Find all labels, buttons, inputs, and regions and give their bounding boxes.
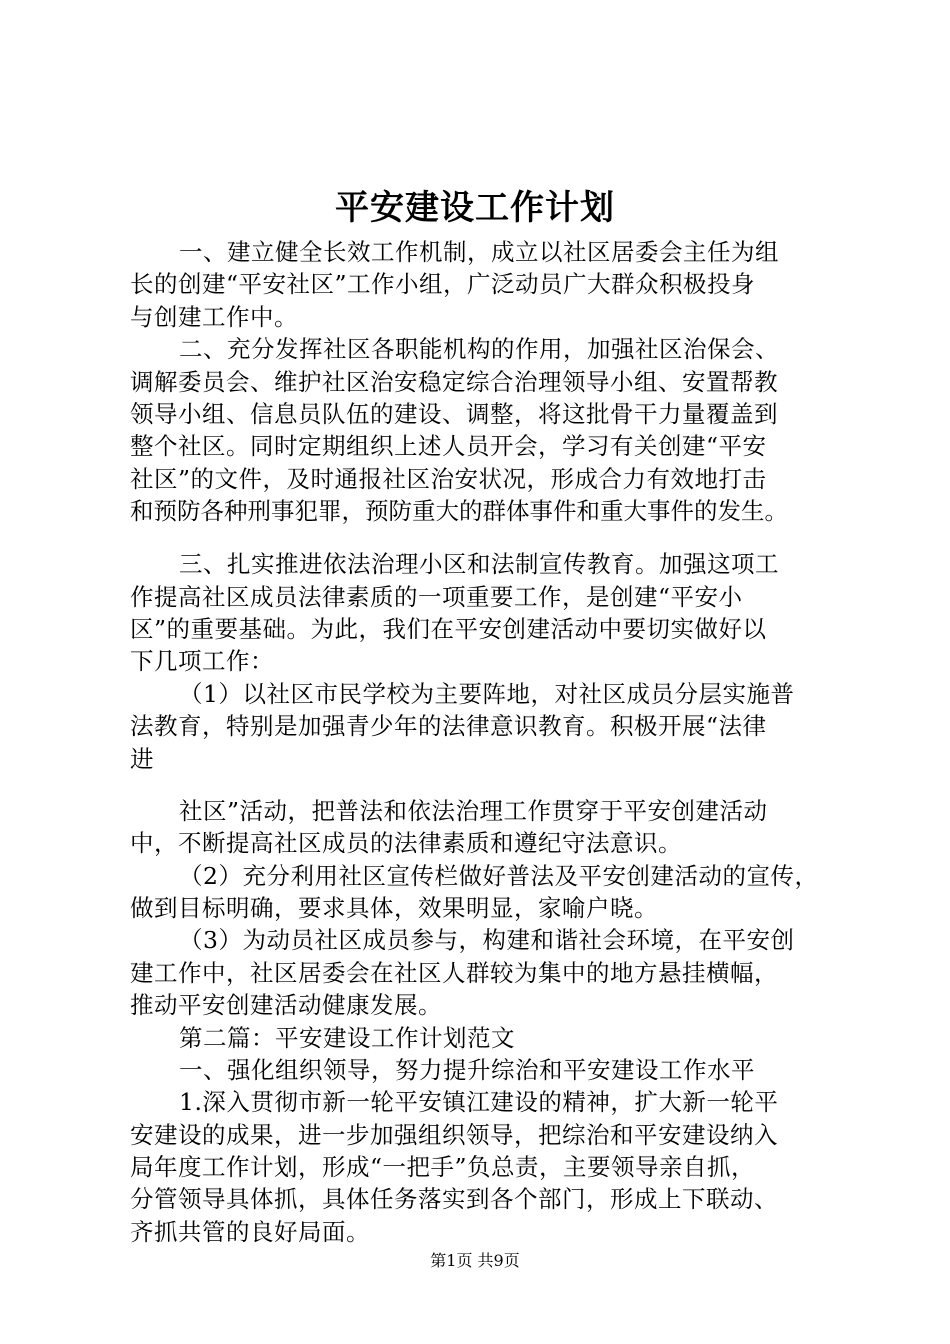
text-line: 分管领导具体抓，具体任务落实到各个部门，形成上下联动、 — [130, 1185, 778, 1214]
text-line: 局年度工作计划，形成“一把手”负总责，主要领导亲自抓， — [130, 1153, 756, 1182]
text-line: 建工作中，社区居委会在社区人群较为集中的地方悬挂横幅， — [130, 958, 778, 987]
text-line: （1）以社区市民学校为主要阵地，对社区成员分层实施普 — [179, 679, 795, 708]
text-line: 法教育，特别是加强青少年的法律意识教育。积极开展“法律 — [130, 712, 767, 741]
section-heading: 第二篇：平安建设工作计划范文 — [179, 1023, 515, 1052]
text-line: 进 — [130, 744, 154, 773]
text-line: 三、扎实推进依法治理小区和法制宣传教育。加强这项工 — [179, 550, 779, 579]
text-line: 领导小组、信息员队伍的建设、调整，将这批骨干力量覆盖到 — [130, 399, 778, 428]
text-line: 下几项工作： — [130, 647, 274, 676]
text-line: 整个社区。同时定期组织上述人员开会，学习有关创建“平安 — [130, 432, 767, 461]
text-line: 调解委员会、维护社区治安稳定综合治理领导小组、安置帮教 — [130, 367, 778, 396]
text-line: 齐抓共管的良好局面。 — [130, 1217, 370, 1246]
text-line: 与创建工作中。 — [130, 302, 298, 331]
text-line: 长的创建“平安社区”工作小组，广泛动员广大群众积极投身 — [130, 270, 756, 299]
text-line: 安建设的成果，进一步加强组织领导，把综治和平安建设纳入 — [130, 1120, 778, 1149]
text-line: 一、建立健全长效工作机制，成立以社区居委会主任为组 — [179, 238, 779, 266]
text-line: 作提高社区成员法律素质的一项重要工作，是创建“平安小 — [130, 582, 743, 611]
text-line: 二、充分发挥社区各职能机构的作用，加强社区治保会、 — [179, 335, 779, 364]
text-line: 1.深入贯彻市新一轮平安镇江建设的精神，扩大新一轮平 — [179, 1088, 779, 1117]
document-title: 平安建设工作计划 — [335, 188, 615, 228]
text-line: （2）充分利用社区宣传栏做好普法及平安创建活动的宣传， — [179, 861, 819, 890]
text-line: 一、强化组织领导，努力提升综治和平安建设工作水平 — [179, 1055, 755, 1084]
text-line: 区”的重要基础。为此，我们在平安创建活动中要切实做好以 — [130, 615, 767, 644]
page-footer: 第1页 共9页 — [430, 1251, 520, 1270]
text-line: 中，不断提高社区成员的法律素质和遵纪守法意识。 — [130, 829, 682, 858]
text-line: 推动平安创建活动健康发展。 — [130, 991, 442, 1020]
text-line: （3）为动员社区成员参与，构建和谐社会环境，在平安创 — [179, 926, 795, 955]
text-line: 社区”活动，把普法和依法治理工作贯穿于平安创建活动 — [179, 796, 768, 825]
text-line: 和预防各种刑事犯罪，预防重大的群体事件和重大事件的发生。 — [130, 497, 788, 525]
text-line: 做到目标明确，要求具体，效果明显，家喻户晓。 — [130, 894, 658, 923]
text-line: 社区”的文件，及时通报社区治安状况，形成合力有效地打击 — [130, 464, 767, 493]
